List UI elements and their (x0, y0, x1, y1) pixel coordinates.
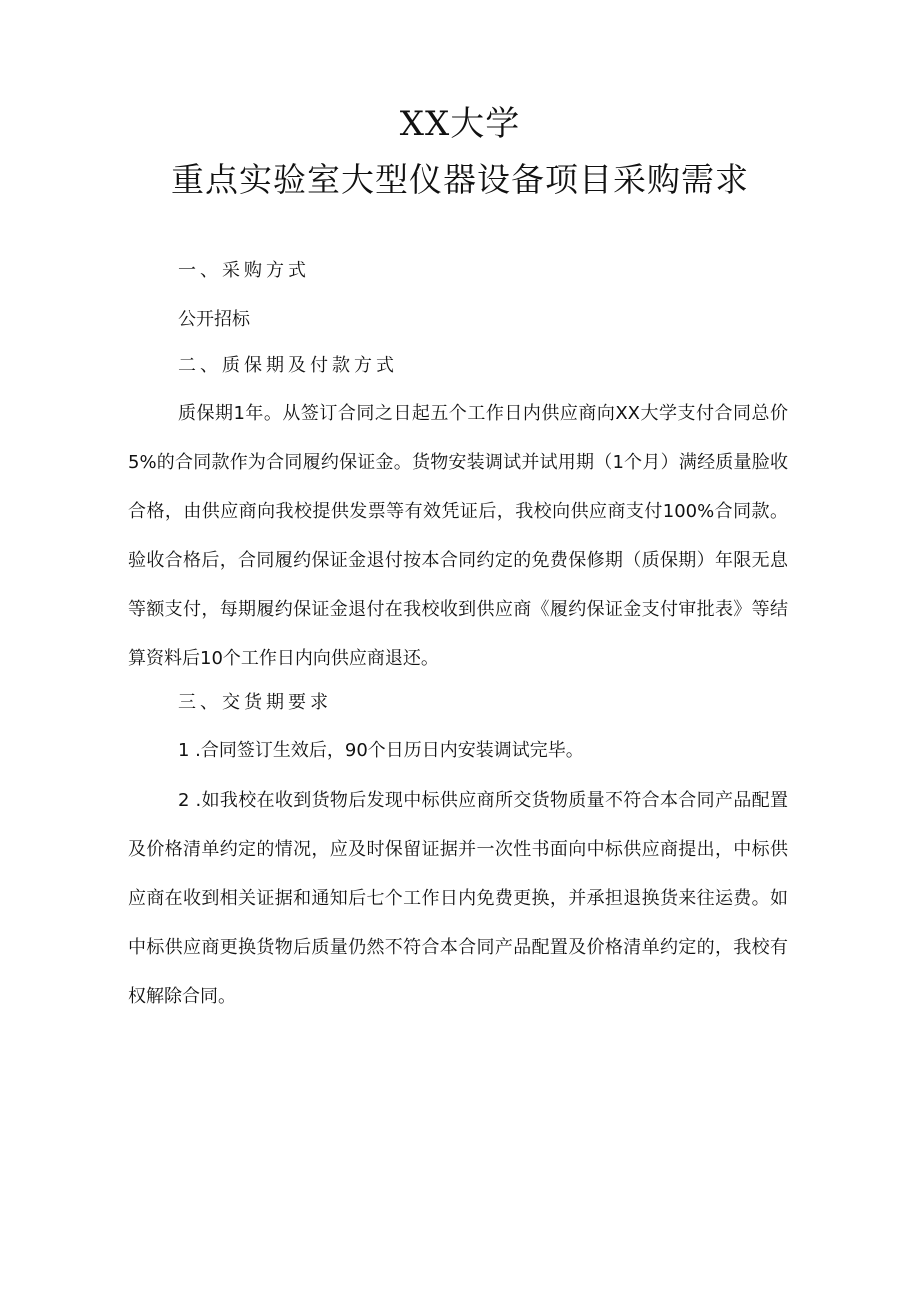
section2-heading: 二、质保期及付款方式 (178, 355, 398, 376)
section1-content: 公开招标 (178, 309, 250, 330)
section3-item-2 (128, 776, 788, 1021)
document-title-main: 重点实验室大型仪器设备项目采购需求 (171, 160, 749, 199)
section2-paragraph-text: 质保期1年。从签订合同之日起五个工作日内供应商向XX大学支付合同总价5%的合同款作为合同履约保证金。货物安装调试并试用期（1个月）满经质量脸收合格，由供应商向我校提供发票等有效凭证后，我校向供应商支付100%合同款。验收合格后，合同履约保证金退付按本合同约定的免费保修期（质保期）年限无息等额支付，每期履约保证金退付在我校收到供应商《履约保证金支付审批表》等结算资料后10个工作日内向供应商退还。 (128, 403, 788, 669)
document-title-university: XX大学 (399, 104, 521, 144)
section3-heading: 三、交货期要求 (178, 692, 332, 713)
section1-heading: 一、采购方式 (178, 260, 310, 281)
section2-paragraph (128, 389, 788, 683)
section3-item-1-text: 1 .合同签订生效后，90个日历日内安装调试完毕。 (178, 740, 584, 761)
section3-item-1 (128, 726, 788, 775)
section3-item-2-text: 2 .如我校在收到货物后发现中标供应商所交货物质量不符合本合同产品配置及价格清单约定的情况，应及时保留证据并一次性书面向中标供应商提出，中标供应商在收到相关证据和通知后七个工作日内免费更换，并承担退换货来往运费。如中标供应商更换货物后质量仍然不符合本合同产品配置及价格清单约定的，我校有权解除合同。 (128, 790, 788, 1007)
